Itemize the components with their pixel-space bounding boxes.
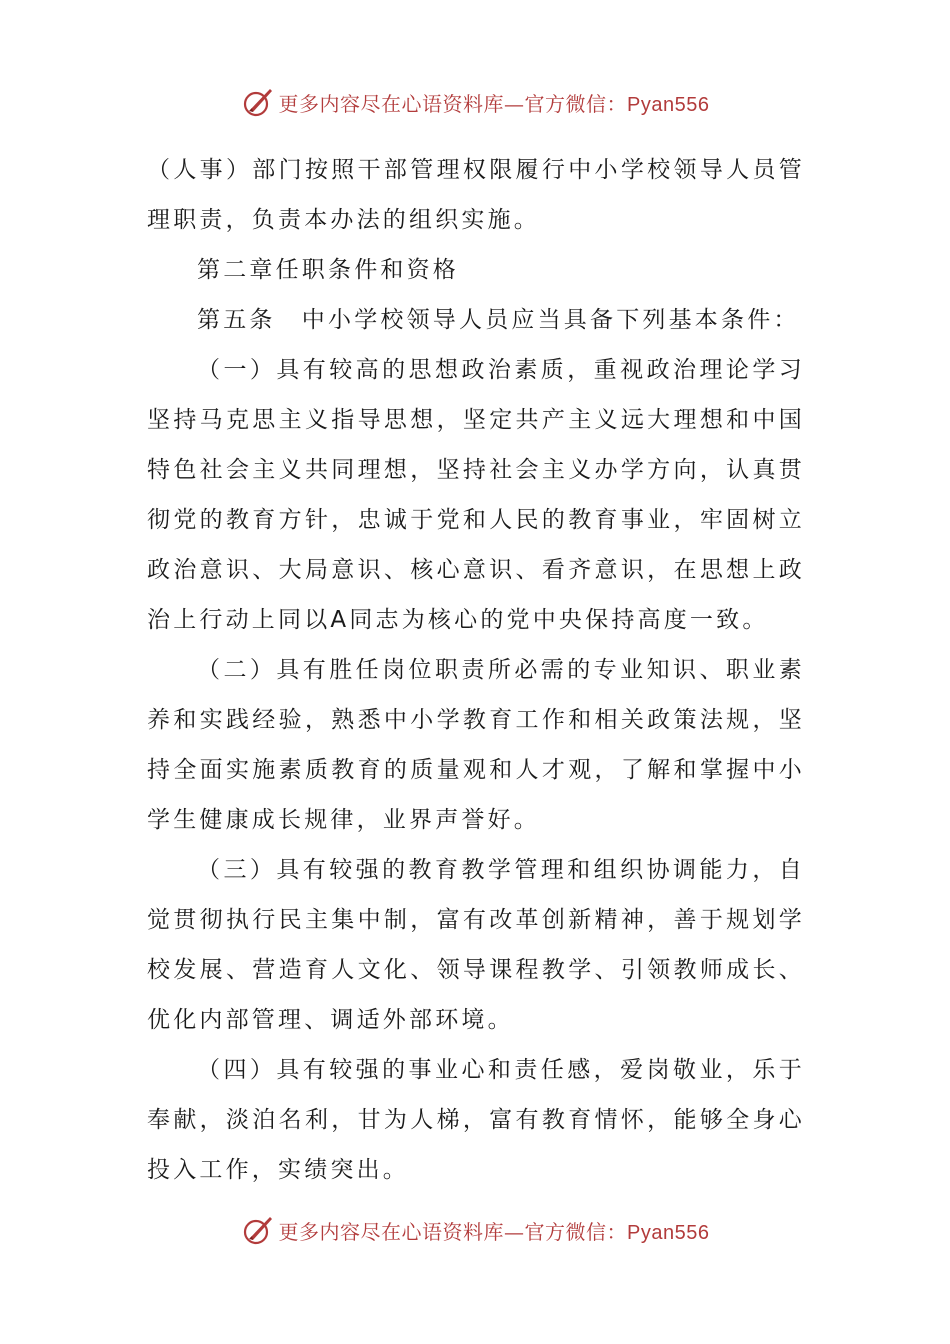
article-heading: 第五条 中小学校领导人员应当具备下列基本条件： xyxy=(197,307,800,333)
wechat-id: Pyan556 xyxy=(627,93,710,116)
condition-item-1: （一）具有较高的思想政治素质，重视政治理论学习坚持马克思主义指导思想，坚定共产主义远大理想和中国特色社会主义共同理想，坚持社会主义办学方向，认真贯彻党的教育方针，忠诚于党和人民的教育事业，牢固树立政治意识、大局意识、核心意识、看齐意识，在思想上政治上行动上同以A同志为核心的党中央保持高度一致。 xyxy=(147,357,805,633)
quill-pen-icon xyxy=(241,85,275,119)
condition-item-3: （三）具有较强的教育教学管理和组织协调能力，自觉贯彻执行民主集中制，富有改革创新精神，善于规划学校发展、营造育人文化、领导课程教学、引领教师成长、优化内部管理、调适外部环境。 xyxy=(147,857,805,1033)
banner-text: 更多内容尽在心语资料库—官方微信：Pyan556 xyxy=(278,91,710,116)
header-watermark-banner xyxy=(0,82,950,122)
paragraph-continuation: （人事）部门按照干部管理权限履行中小学校领导人员管理职责，负责本办法的组织实施。 xyxy=(147,157,805,233)
document-body xyxy=(147,145,805,1195)
condition-item-2: （二）具有胜任岗位职责所必需的专业知识、职业素养和实践经验，熟悉中小学教育工作和相关政策法规，坚持全面实施素质教育的质量观和人才观，了解和掌握中小学生健康成长规律，业界声誉好。 xyxy=(147,657,805,833)
chapter-heading: 第二章任职条件和资格 xyxy=(197,257,459,283)
quill-pen-icon xyxy=(241,1213,275,1247)
condition-item-4: （四）具有较强的事业心和责任感，爱岗敬业，乐于奉献，淡泊名利，甘为人梯，富有教育情怀，能够全身心投入工作，实绩突出。 xyxy=(147,1057,805,1183)
footer-watermark-banner xyxy=(0,1210,950,1250)
banner-text: 更多内容尽在心语资料库—官方微信：Pyan556 xyxy=(278,1219,710,1244)
wechat-id: Pyan556 xyxy=(627,1221,710,1244)
